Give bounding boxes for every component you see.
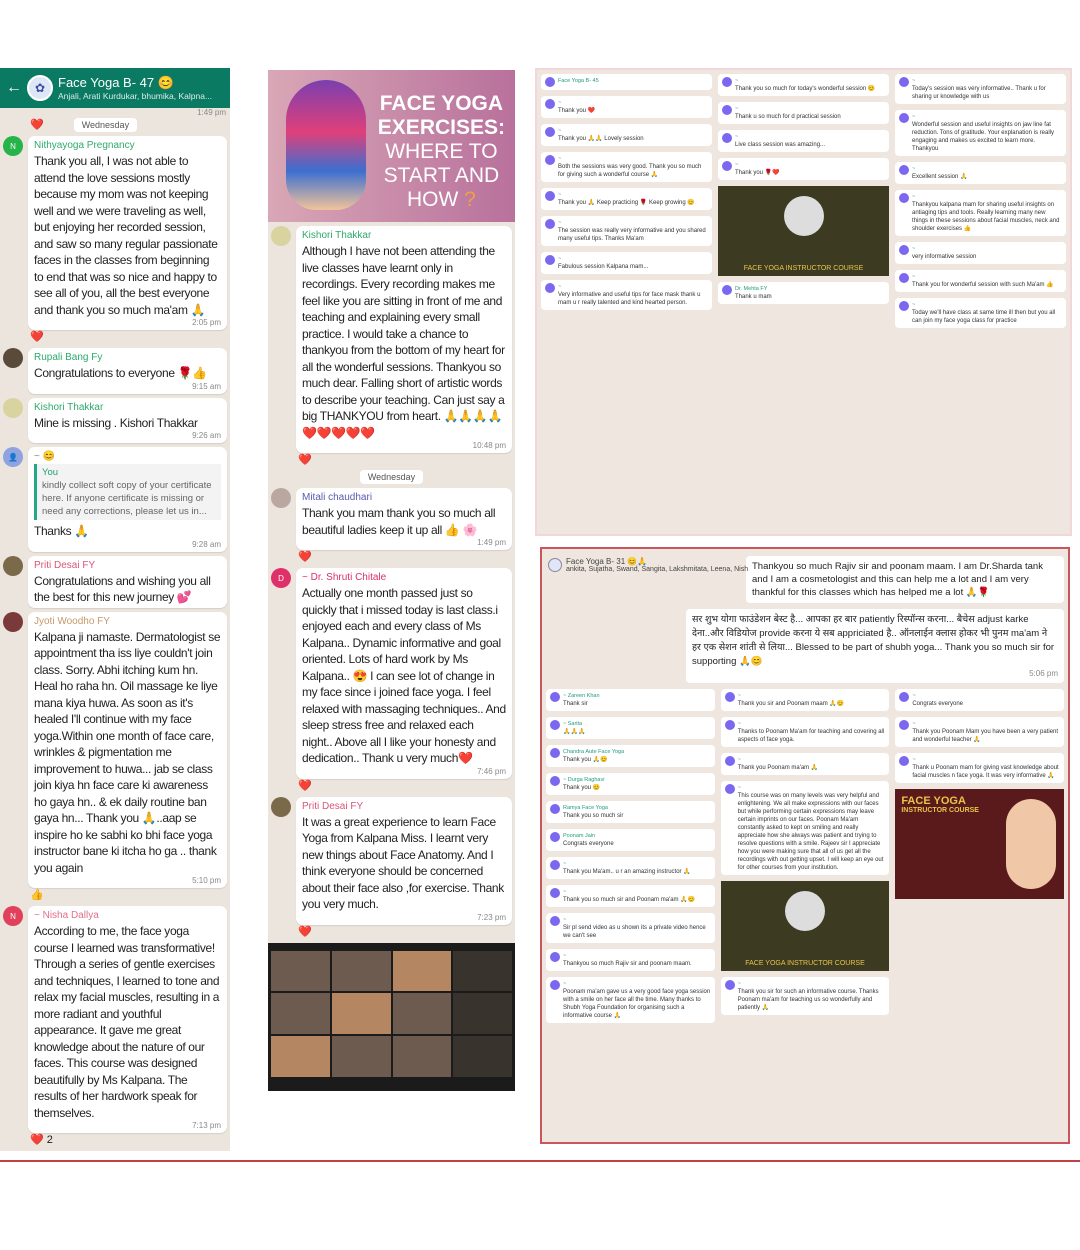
message-text: It was a great experience to learn Face Yoga from Kalpana Miss. I learnt very new things about Face Anatomy. And I think everyone should be concerned about their face also ,for exercise. Thank you very much. [302, 814, 504, 911]
message-text: Thank you Ma'am.. u r an amazing instructor 🙏 [563, 869, 691, 875]
mini-message [895, 753, 1064, 783]
mini-message [546, 885, 715, 907]
sender-name: ~ [563, 917, 567, 923]
sender-name: Dr. Mehta FY [735, 286, 768, 292]
mini-message [541, 96, 712, 118]
chat-message [271, 488, 512, 550]
poster-line: WHERE TO [385, 140, 498, 163]
message-reaction[interactable]: ❤️ [298, 925, 312, 938]
sender-avatar [545, 77, 555, 87]
message-text: Congrats everyone [563, 841, 614, 847]
sender-name: ~ [912, 757, 916, 763]
message-text: Thanks 🙏 [34, 524, 89, 538]
message-text: Thank you sir and Poonam maam 🙏😊 [737, 701, 845, 707]
sender-avatar [545, 255, 555, 265]
sender-name: ~ [912, 166, 916, 172]
sender-name: Ramya Face Yoga [563, 805, 608, 811]
sender-name: ~ [912, 274, 916, 280]
message-text: Both the sessions was very good. Thank you so much for giving such a wonderful course 🙏 [558, 164, 702, 178]
sender-avatar [725, 720, 735, 730]
sender-name[interactable]: Priti Desai FY [302, 800, 364, 812]
sender-name: ~ [558, 128, 562, 134]
message-time: 1:49 pm [197, 108, 226, 117]
sender-name: ~ [558, 156, 562, 162]
message-reaction[interactable]: ❤️ [298, 454, 312, 466]
divider-line [0, 1160, 1080, 1162]
mini-message [895, 689, 1064, 711]
sender-avatar [899, 301, 909, 311]
sender-name: ~ [735, 162, 739, 168]
message-text: Thank you all, I was not able to attend the love sessions mostly because my mom was not keeping well and we were traveling as well, but enjoying her recorded session, and saw so many regular passionate faces in the classes from beginning to end that was so nice and happy to see all of you, all the best everyone and thank you so much ma'am 🙏 [34, 154, 218, 317]
sender-avatar [725, 980, 735, 990]
sender-name: ~ [558, 192, 562, 198]
sender-name[interactable]: ~ Dr. Shruti Chitale [302, 572, 387, 583]
message-time: 2:05 pm [192, 318, 221, 327]
sender-name[interactable]: Kishori Thakkar [34, 401, 104, 413]
message-text: Congratulations and wishing you all the best for this new journey 💕 [34, 573, 211, 604]
sender-avatar[interactable] [271, 226, 291, 246]
sender-name: ~ [558, 100, 562, 106]
message-text: Thank u Poonam mam for giving vast knowledge about facial muscles n face yoga. It was very informative 🙏 [912, 765, 1059, 779]
participant-tile [332, 951, 391, 992]
video-call-participants-grid [268, 943, 515, 1091]
sender-name: Face Yoga B- 45 [558, 78, 599, 84]
quoted-message[interactable] [34, 464, 221, 520]
mini-message [546, 977, 715, 1023]
sender-avatar [550, 952, 560, 962]
message-text: Thank u so much for d practical session [735, 114, 841, 120]
mini-message [718, 282, 889, 304]
sender-name[interactable]: Nithyayoga Pregnancy [34, 140, 135, 151]
mini-message [546, 689, 715, 711]
mini-message [541, 124, 712, 146]
mini-message [541, 74, 712, 90]
sender-name[interactable]: Jyoti Woodho FY [34, 615, 110, 627]
sender-avatar[interactable]: N [3, 906, 23, 926]
participant-tile [393, 1036, 452, 1077]
mini-message-list [546, 689, 1064, 1023]
mini-message [895, 190, 1066, 236]
message-text: Thank you mam thank you so much all beautiful ladies keep it up all 👍 🌸 [302, 506, 496, 537]
sender-name: ~ [912, 246, 916, 252]
sender-name[interactable]: Kishori Thakkar [302, 230, 372, 241]
participant-tile [453, 993, 512, 1034]
sender-name: ~ [735, 134, 739, 140]
sender-avatar[interactable] [3, 348, 23, 368]
message-text: Thank you 🙏 Keep practicing 🌹 Keep growing 😊 [558, 200, 695, 206]
sender-name: ~ [735, 78, 739, 84]
sender-avatar [550, 776, 560, 786]
message-bubble[interactable] [28, 348, 227, 394]
sender-name[interactable]: Rupali Bang Fy [34, 352, 103, 363]
group-avatar [548, 558, 562, 572]
quote-text: kindly collect soft copy of your certificate here. If anyone certificate is missing or need any corrections, please let us in... [42, 480, 212, 517]
message-time: 7:13 pm [192, 1121, 221, 1130]
message-bubble: Thankyou so much Rajiv sir and poonam maam. I am Dr.Sharda tank and I am a cosmetologist and this can help me a lot and I am very thankful for this classes which has helped me a lot 🙏🌹 [746, 556, 1064, 603]
chat-message [271, 226, 512, 453]
sender-name: ~ [737, 721, 741, 727]
sender-avatar [550, 748, 560, 758]
message-text: सर शुभ योगा फाउंडेशन बेस्ट है... आपका हर बार patiently रिस्पॉन्स करना... बैचेस adjust karke देना..और विडियोज provide करना ये सब appriciated है.. ऑनलाईन क्लास होकर भी पुनम ma'am ने हर एक सेशन शांती से लिया... Blessed to be part of shubh yoga... Thank you so much sir for supporting 🙏😊 [692, 614, 1055, 667]
message-list [0, 136, 230, 1147]
message-bubble[interactable] [28, 612, 227, 889]
message-text: Thank you so much for today's wonderful session 😊 [735, 86, 876, 92]
hindi-message-bubble [686, 609, 1064, 683]
poster-subtitle: INSTRUCTOR COURSE [901, 807, 979, 814]
message-time: 1:49 pm [477, 538, 506, 547]
sender-avatar [899, 165, 909, 175]
poster-title: FACE YOGA [901, 795, 966, 807]
message-list [268, 226, 515, 939]
message-text: very informative session [912, 254, 977, 260]
sender-name[interactable]: Priti Desai FY [34, 559, 96, 571]
message-text: Thankyou kalpana mam for sharing useful insights on antiaging tips and tools. Really learning many new things in these sessions about facial muscles, neck and shoulder exercises 👍 [912, 202, 1060, 232]
mini-message [895, 717, 1064, 747]
message-bubble[interactable] [296, 226, 512, 453]
question-mark: ? [464, 188, 476, 211]
message-text: Fabulous session Kalpana mam... [558, 264, 649, 270]
collage-panel-top-right [535, 68, 1072, 536]
message-text: Today we'll have class at same time ill then but you all can join my face yoga class for practice [912, 310, 1056, 324]
mini-message [721, 753, 890, 775]
mini-message [546, 949, 715, 971]
sender-name: ~ [563, 953, 567, 959]
date-divider: Wednesday [360, 470, 423, 484]
mini-message [541, 152, 712, 182]
mini-message [546, 857, 715, 879]
mini-message [541, 216, 712, 246]
sender-name: ~ [563, 981, 567, 987]
message-text: Thank you ❤️ [558, 108, 596, 114]
message-bubble[interactable] [28, 906, 227, 1133]
message-reaction[interactable]: ❤️ 2 [30, 1134, 53, 1146]
mini-message [546, 913, 715, 943]
sender-avatar[interactable] [271, 488, 291, 508]
chat-message [271, 797, 512, 925]
sender-avatar [545, 219, 555, 229]
participant-tile [393, 951, 452, 992]
sender-name: ~ [558, 256, 562, 262]
message-time: 7:23 pm [477, 912, 506, 922]
sender-avatar [550, 888, 560, 898]
group-title: Face Yoga B- 31 😊🙏 [566, 557, 648, 566]
sender-avatar [725, 784, 735, 794]
face-yoga-course-poster: FACE YOGA INSTRUCTOR COURSE [718, 186, 889, 276]
message-bubble[interactable] [28, 136, 227, 330]
sender-avatar [899, 273, 909, 283]
sender-avatar [722, 285, 732, 295]
sender-name: ~ [737, 757, 741, 763]
message-text: Thank you Poonam ma'am 🙏 [737, 765, 819, 771]
message-text: Kalpana ji namaste. Dermatologist se appointment tha iss liye couldn't join class. Sorry. Abhi itching kum hn. Heal ho raha hn. Oil massage ke liye mana kiya huwa. As soon as it's healed I'll continue with my face yoga.Within one month of face care, wrinkles & pigmentation me improvement to huwa... jab se class join kiya hn face care ki awareness ho gaya hn.. & ek daily routine ban gaya hn... Thank you 🙏..aap se inspire ho ke sabhi ko bhi face yoga instructor bane ki itcha ho ga .. thank you again [34, 629, 221, 875]
group-title[interactable]: Face Yoga B- 47 😊 [58, 75, 174, 90]
sender-name: Chandra Aute Face Yoga [563, 749, 625, 755]
sender-name: ~ [737, 693, 741, 699]
sender-name: ~ [563, 889, 567, 895]
message-text: Very informative and useful tips for face mask thank u mam u r really talented and kind hearted person. [558, 292, 701, 306]
message-text: Thank you so much sir [563, 813, 624, 819]
sender-avatar [722, 133, 732, 143]
sender-avatar [550, 720, 560, 730]
message-text: Thank you so much sir and Poonam ma'am 🙏😊 [563, 897, 696, 903]
sender-avatar [545, 99, 555, 109]
chat-message [3, 906, 227, 1133]
sender-avatar [550, 980, 560, 990]
sender-name: ~ [912, 194, 916, 200]
message-time: 5:10 pm [192, 876, 221, 885]
mini-message [718, 74, 889, 96]
mini-message [546, 717, 715, 739]
poster-line: EXERCISES: [377, 116, 505, 139]
sender-name[interactable]: Mitali chaudhari [302, 492, 373, 503]
participant-tile [393, 993, 452, 1034]
message-reaction[interactable]: ❤️ [298, 551, 312, 563]
participant-tile [271, 993, 330, 1034]
date-divider: Wednesday [74, 118, 137, 132]
quote-author: You [42, 467, 59, 478]
face-yoga-exercises-poster [268, 70, 515, 222]
participant-tile [332, 993, 391, 1034]
mini-message [721, 689, 890, 711]
message-text: Sir pl send video as u shown its a private video hence we can't see [563, 925, 706, 939]
sender-avatar [899, 756, 909, 766]
message-text: Mine is missing . Kishori Thakkar [34, 415, 198, 430]
mini-message [721, 977, 890, 1015]
sender-avatar [899, 720, 909, 730]
sender-name[interactable]: ~ 😊 [34, 451, 56, 462]
mini-message [718, 130, 889, 152]
message-text: Thanks to Poonam Ma'am for teaching and covering all aspects of face yoga. [737, 729, 885, 743]
message-bubble[interactable] [28, 398, 227, 444]
sender-name: ~ [912, 693, 916, 699]
mini-message [895, 110, 1066, 156]
sender-name: ~ Sarita [563, 721, 583, 727]
chat-message [3, 136, 227, 330]
mini-message [541, 188, 712, 210]
mini-message [718, 102, 889, 124]
message-text: Congrats everyone [912, 701, 964, 707]
sender-avatar [550, 916, 560, 926]
collage-panel-bottom-right [540, 547, 1070, 1144]
mini-message [546, 773, 715, 795]
sender-name: ~ Durga Raghavi [563, 777, 605, 783]
sender-name: ~ [737, 981, 741, 987]
participant-tile [271, 1036, 330, 1077]
sender-avatar [725, 692, 735, 702]
message-bubble[interactable] [28, 556, 227, 608]
sender-avatar [545, 283, 555, 293]
message-text: This course was on many levels was very helpful and enlightening. We all make expressions with our faces but while performing certain expressions may leave certain imprints on our faces. Poonam Ma'am constantly asked to kept on smiling and really appreciate how she always was patient and trying to resolve questions with a smile. Rajeev sir I appreciate how you were making sure that all of us get all the recordings with out getting upset. I will keep an eye out for other courses from your institution. [737, 793, 884, 871]
sender-name: ~ Zareen Khan [563, 693, 600, 699]
face-yoga-instructor-poster [895, 789, 1064, 899]
message-text: Thank sir [563, 701, 588, 707]
sender-avatar[interactable] [3, 398, 23, 418]
sender-avatar[interactable]: N [3, 136, 23, 156]
mini-message [541, 280, 712, 310]
sender-name: ~ [735, 106, 739, 112]
message-reaction[interactable]: ❤️ [30, 331, 44, 343]
sender-avatar [725, 756, 735, 766]
chat-message [3, 348, 227, 394]
mini-message [895, 74, 1066, 104]
sender-avatar [550, 832, 560, 842]
message-time: 9:15 am [192, 381, 221, 391]
mini-message [718, 158, 889, 180]
mini-message [895, 270, 1066, 292]
sender-avatar [550, 860, 560, 870]
participant-tile [453, 1036, 512, 1077]
mini-message [721, 717, 890, 747]
chat-screenshot-testimonials [268, 70, 515, 1091]
sender-avatar [899, 193, 909, 203]
message-time: 9:26 am [192, 431, 221, 440]
message-text: Thank you for wonderful session with such Ma'am 👍 [912, 282, 1054, 288]
sender-avatar[interactable]: D [271, 568, 291, 588]
sender-avatar [899, 692, 909, 702]
chat-message [3, 612, 227, 889]
message-text: Thank you 🙏🙏 Lovely session [558, 136, 644, 142]
sender-avatar [722, 161, 732, 171]
sender-name: ~ [912, 114, 916, 120]
mini-message [895, 242, 1066, 264]
group-members: Anjali, Arati Kurdukar, bhumika, Kalpna... [58, 91, 213, 101]
poster-line: HOW [406, 188, 459, 211]
sender-avatar [899, 245, 909, 255]
message-bubble[interactable] [28, 447, 227, 552]
message-text: Thank you 🙏😊 [563, 757, 608, 763]
mini-message-list [541, 74, 1066, 328]
message-text: Although I have not been attending the live classes have learnt only in recordings. Every recording makes me feel like you are sitting in front of me and teaching and explaining every small practice. I would take a chance to thankyou from the bottom of my heart for all the wonderful sessions. Thankyou so much dear. Falling short of artistic words to describe your teaching. Can just say a big THANKYOU from heart. 🙏🙏🙏🙏❤️❤️❤️❤️❤️ [302, 244, 505, 440]
sender-avatar [550, 804, 560, 814]
message-text: According to me, the face yoga course I learned was transformative! Through a series of gentle exercises and techniques, I learned to tone and relax my facial muscles, resulting in a more radiant and youthful appearance. It gave me great knowledge about the nature of our faces. This course was designed beautifully by Ms Kalpana. The results of her hardwork speak for themselves. [34, 924, 220, 1120]
sender-avatar [722, 77, 732, 87]
sender-name: ~ [558, 220, 562, 226]
sender-avatar [899, 77, 909, 87]
sender-name: ~ [912, 78, 916, 84]
mini-message [895, 162, 1066, 184]
face-yoga-course-poster: FACE YOGA INSTRUCTOR COURSE [721, 881, 890, 971]
message-text: Thank you sir for such an informative course. Thanks Poonam ma'am for teaching us so wonderfully and patiently 🙏 [737, 989, 879, 1011]
back-arrow-icon[interactable]: ← [6, 79, 22, 96]
sender-name: ~ [912, 302, 916, 308]
poster-line: START AND [383, 164, 500, 187]
sender-avatar [722, 105, 732, 115]
message-text: Thankyou so much Rajiv sir and poonam maam. [563, 961, 692, 967]
participant-tile [453, 951, 512, 992]
chat-screenshot-face-yoga-b47 [0, 68, 230, 1151]
sender-name: Poonam Jain [563, 833, 596, 839]
message-text: Thank you Poonam Mam you have been a very patient and wonderful teacher 🙏 [912, 729, 1059, 743]
sender-name: ~ [563, 861, 567, 867]
sender-name[interactable]: ~ Nisha Dallya [34, 910, 99, 921]
sender-avatar [545, 127, 555, 137]
sender-avatar[interactable] [271, 797, 291, 817]
message-time: 7:46 pm [477, 766, 506, 776]
message-text: Excellent session 🙏 [912, 174, 968, 180]
message-bubble[interactable] [296, 568, 512, 779]
mini-message [546, 829, 715, 851]
painted-face-image [286, 80, 366, 210]
sender-avatar[interactable] [3, 556, 23, 576]
participant-tile [271, 951, 330, 992]
message-time: 5:06 pm [1029, 669, 1058, 678]
message-text: Thank u mam [735, 294, 772, 300]
message-time: 10:48 pm [472, 441, 506, 450]
message-reaction[interactable]: ❤️ [298, 779, 312, 792]
sender-name: ~ [737, 785, 741, 791]
message-text: Congratulations to everyone 🌹👍 [34, 366, 207, 380]
message-bubble[interactable] [296, 488, 512, 550]
message-reaction[interactable]: 👍 [30, 889, 44, 901]
message-text: Today's session was very informative.. Thank u for sharing ur knowledge with us [912, 86, 1046, 100]
chat-message [3, 398, 227, 444]
message-text: 🙏🙏🙏 [563, 729, 586, 735]
sender-avatar [545, 191, 555, 201]
message-text: Thank you 😊 [563, 785, 601, 791]
sender-avatar [899, 113, 909, 123]
message-time: 9:28 am [192, 539, 221, 549]
message-text: Actually one month passed just so quickly that i missed today is last class.i enjoyed each and every class of Ms Kalpana.. Dynamic informative and goal oriented. Lots of hard work by Ms Kalpana.. 😍 I can see lot of change in my face since i joined face yoga. I feel relaxed with massaging techniques.. And sleep stress free and relaxed each night.. Above all I like your honesty and dedication.. Thank u very much❤️ [302, 586, 506, 765]
sender-avatar [545, 155, 555, 165]
message-text: Live class session was amazing... [735, 142, 826, 148]
chat-message [271, 568, 512, 779]
mini-message [546, 745, 715, 767]
reaction-heart-icon: ❤️ [30, 118, 44, 131]
chat-message [3, 447, 227, 552]
mini-message [895, 298, 1066, 328]
message-text: Thank you 🌹❤️ [735, 170, 780, 176]
sender-avatar[interactable]: 👤 [3, 447, 23, 467]
chat-header [0, 68, 230, 108]
message-text: Poonam ma'am gave us a very good face yoga session with a smile on her face all the time. Many thanks to Shubh Yoga Foundation for organising such a informative course 🙏 [563, 989, 711, 1019]
poster-line: FACE YOGA [379, 92, 504, 115]
message-bubble[interactable] [296, 797, 512, 925]
sender-name: ~ [558, 284, 562, 290]
group-members: ankita, Sujatha, Swand, Sangita, Lakshmitata, Leena, Nish [566, 566, 749, 573]
mini-message [721, 781, 890, 875]
participant-tile [332, 1036, 391, 1077]
sender-name: ~ [912, 721, 916, 727]
mini-message [541, 252, 712, 274]
sender-avatar [550, 692, 560, 702]
message-text: The session was really very informative and you shared many useful tips. Thanks Ma'am [558, 228, 706, 242]
message-text: Wonderful session and useful insights on jaw line fat reduction. Tons of gratitude. Your explanation is really engaging and makes us excited to learn more. Thankyou [912, 122, 1054, 152]
sender-avatar[interactable] [3, 612, 23, 632]
group-avatar[interactable]: ✿ [27, 75, 53, 101]
chat-message [3, 556, 227, 608]
mini-message [546, 801, 715, 823]
